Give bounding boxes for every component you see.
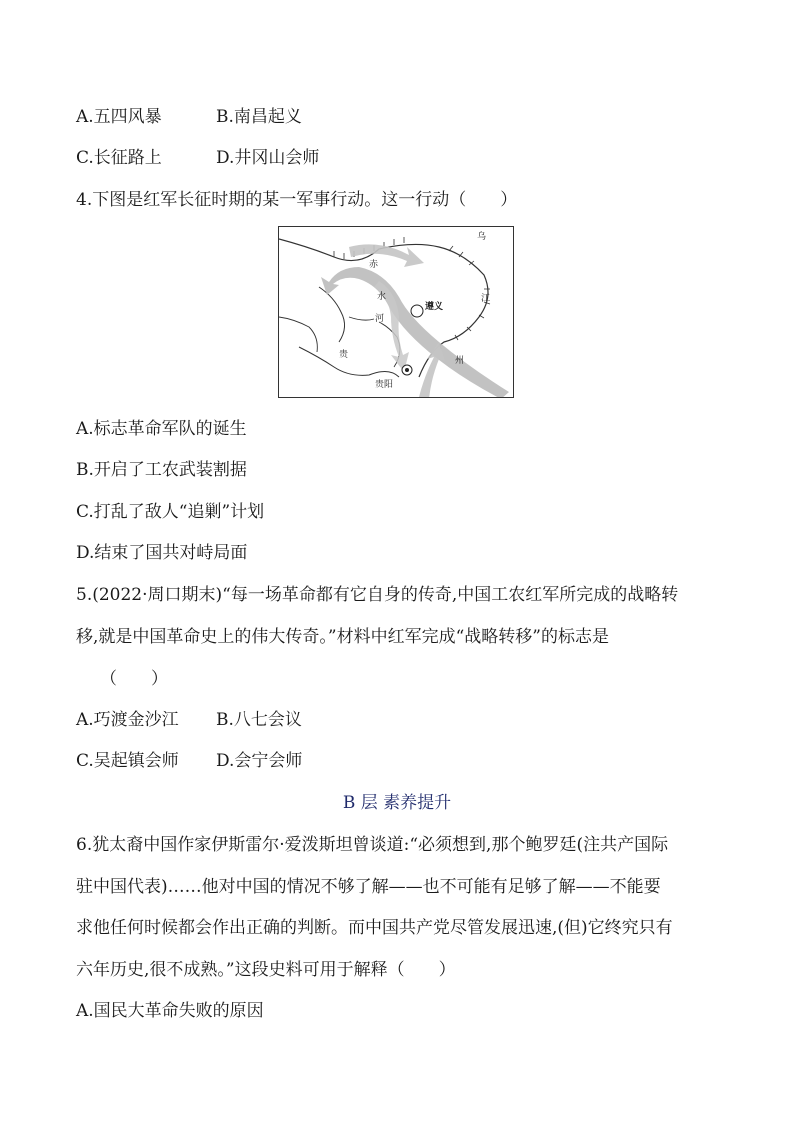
map-drawing: [279, 227, 514, 398]
label-shui: 水: [377, 292, 387, 302]
q3-options-row-2: [76, 147, 320, 169]
label-chi: 赤: [369, 260, 379, 270]
q3-option-a: A.五四风暴: [76, 107, 162, 127]
q5-answer-blank: （ ）: [100, 669, 168, 689]
q5-options-row-1: [76, 709, 302, 731]
long-march-map: [278, 226, 514, 398]
q6-line-3: 求他任何时候都会作出正确的判断。而中国共产党尽管发展迅速,(但)它终究只有: [76, 918, 673, 938]
section-b-title: B 层 素养提升: [342, 793, 452, 813]
q6-option-a: A.国民大革命失败的原因: [76, 1001, 264, 1021]
q5-line-1: 5.(2022·周口期末)“每一场革命都有它自身的传奇,中国工农红军所完成的战略转: [76, 585, 679, 605]
q3-option-b: B.南昌起义: [216, 107, 302, 127]
q5-option-c: C.吴起镇会师: [76, 751, 179, 771]
q5-option-d: D.会宁会师: [216, 751, 303, 771]
q3-options-row-1: [76, 106, 302, 128]
q4-option-a: A.标志革命军队的诞生: [76, 419, 247, 439]
q6-line-4: 六年历史,很不成熟。”这段史料可用于解释（ ）: [76, 960, 456, 980]
march-arrow-north: [349, 244, 424, 267]
chishui-river-line: [319, 287, 345, 342]
label-wu: 乌: [477, 232, 487, 242]
guiyang-marker-dot: [405, 368, 409, 372]
q5-option-a: A.巧渡金沙江: [76, 710, 179, 730]
q5-line-2: 移,就是中国革命史上的伟大传奇。”材料中红军完成“战略转移”的标志是: [76, 627, 609, 647]
label-zhou: 州: [455, 356, 465, 366]
label-gui: 贵: [339, 350, 349, 360]
zunyi-marker: [411, 305, 423, 317]
q3-option-c: C.长征路上: [76, 148, 162, 168]
q6-line-2: 驻中国代表)……他对中国的情况不够了解——也不可能有足够了解——不能要: [76, 877, 661, 897]
q6-line-1: 6.犹太裔中国作家伊斯雷尔·爱泼斯坦曾谈道:“必须想到,那个鲍罗廷(注共产国际: [76, 835, 669, 855]
march-arrow-main: [321, 267, 509, 398]
west-border-line: [279, 317, 317, 352]
label-zunyi: 遵义: [425, 302, 444, 312]
border-line-south: [299, 347, 399, 377]
label-guiyang: 贵阳: [375, 380, 394, 390]
label-he: 河: [375, 314, 385, 324]
q4-option-c: C.打乱了敌人“追剿”计划: [76, 502, 265, 522]
q4-stem: 4.下图是红军长征时期的某一军事行动。这一行动（ ）: [76, 190, 518, 210]
q3-option-d: D.井冈山会师: [216, 148, 320, 168]
q5-option-b: B.八七会议: [216, 710, 302, 730]
q5-options-row-2: [76, 750, 303, 772]
q4-option-d: D.结束了国共对峙局面: [76, 543, 248, 563]
label-jiang: 江: [481, 294, 491, 304]
q4-option-b: B.开启了工农武装割据: [76, 460, 247, 480]
